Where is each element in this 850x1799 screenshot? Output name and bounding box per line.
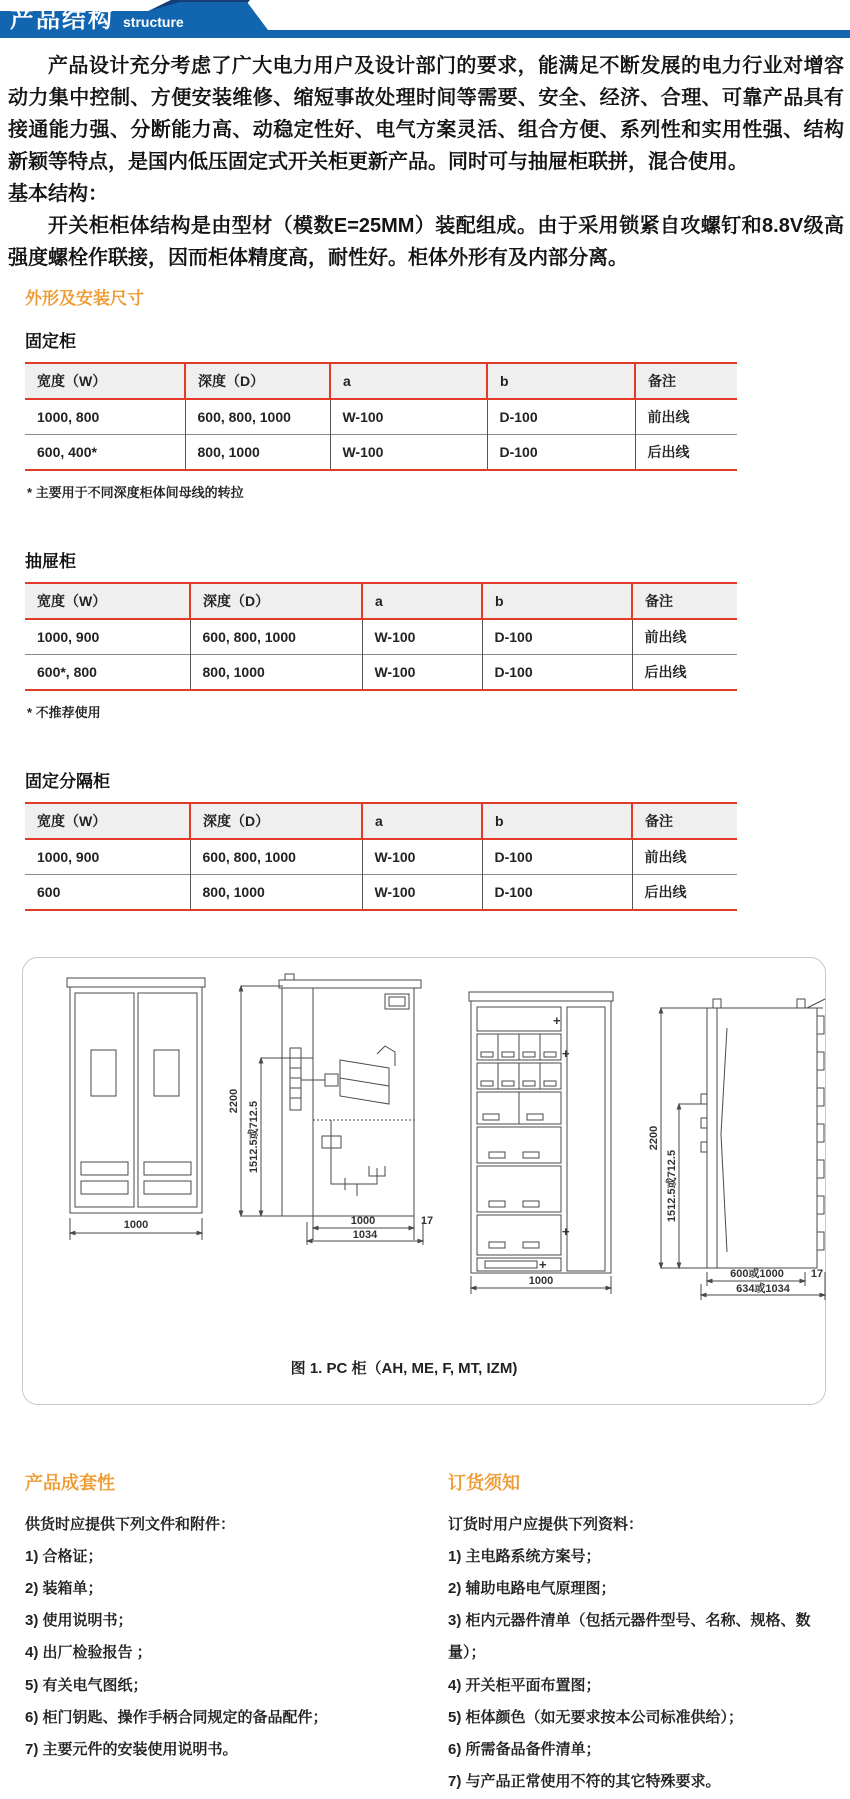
table-row <box>25 435 737 471</box>
col-header-b: b <box>487 363 635 399</box>
col-header-a: a <box>362 583 482 619</box>
cell: 后出线 <box>632 655 737 691</box>
table-title-drawer-cabinet: 抽屉柜 <box>25 552 76 571</box>
table-row <box>25 399 737 435</box>
cell: D-100 <box>482 619 632 655</box>
ordering-list <box>448 1541 846 1799</box>
cell: 600 <box>25 875 190 911</box>
cell: 前出线 <box>632 619 737 655</box>
figure-drawings <box>23 958 825 1298</box>
cell: 600, 400* <box>25 435 185 471</box>
bottom-section <box>25 1469 850 1799</box>
list-item: 3) 使用说明书； <box>25 1612 133 1629</box>
cell: 1000, 900 <box>37 629 100 645</box>
cell: 后出线 <box>632 875 737 911</box>
table-title-fixed-partition-cabinet: 固定分隔柜 <box>25 772 110 791</box>
table-title-fixed-cabinet: 固定柜 <box>25 332 76 351</box>
list-item: 4) 出厂检验报告 ； <box>25 1644 152 1662</box>
completeness-intro: 供货时应提供下列文件和附件： <box>25 1516 236 1533</box>
dim-side-offset: 17 <box>420 1215 434 1227</box>
cabinet-front-view-drawing <box>61 970 213 1248</box>
cell: D-100 <box>482 875 632 911</box>
list-item: 1) 主电路系统方案号； <box>448 1547 601 1565</box>
cabinet-side-section-drawing <box>227 970 435 1248</box>
table-header-row <box>25 803 737 839</box>
cell: D-100 <box>482 655 632 691</box>
dim-side2-overall-width: 634或1034 <box>736 1283 790 1295</box>
list-item: 1) 合格证； <box>25 1547 103 1565</box>
intro-paragraph-2: 开关柜柜体结构是由型材（模数E=25MM）装配组成。由于采用锁紧自攻螺钉和8.8V级高强度螺栓作联接，因而柜体精度高，耐性好。柜体外形有及内部分离。 <box>8 215 844 269</box>
cell: W-100 <box>362 619 482 655</box>
page-title: 产品结构 <box>10 6 114 33</box>
plus-mark: + <box>562 1224 570 1239</box>
col-header-depth: 深度（D） <box>190 803 362 839</box>
cell: 800, 1000 <box>190 875 362 911</box>
section-heading-dimensions: 外形及安装尺寸 <box>25 289 144 308</box>
section-heading-completeness: 产品成套性 <box>25 1473 115 1493</box>
col-header-a: a <box>330 363 487 399</box>
basic-structure-label: 基本结构： <box>8 183 108 205</box>
cell: 800, 1000 <box>190 655 362 691</box>
intro-section <box>0 38 850 274</box>
dim-front-width: 1000 <box>123 1219 149 1231</box>
table-footnote: * 不推荐使用 <box>27 705 101 720</box>
col-header-b: b <box>482 583 632 619</box>
completeness-list <box>25 1541 423 1767</box>
page-subtitle: structure <box>123 14 184 30</box>
cabinet-side-view-drawing <box>647 984 839 1298</box>
product-completeness-column <box>25 1469 423 1799</box>
dimensions-section <box>25 284 850 911</box>
figure-box <box>22 957 826 1405</box>
dim-side-overall-width: 1034 <box>352 1229 378 1241</box>
list-item: 4) 开关柜平面布置图； <box>448 1676 601 1694</box>
col-header-note: 备注 <box>632 583 737 619</box>
section-heading-ordering: 订货须知 <box>448 1473 520 1493</box>
header-banner <box>0 0 850 38</box>
cell: 后出线 <box>635 435 737 471</box>
list-item: 6) 柜门钥匙、操作手柄合同规定的备品配件； <box>25 1708 328 1726</box>
spec-table-fixed-partition-cabinet <box>25 802 737 911</box>
drawer-cabinet-front-drawing <box>461 984 623 1298</box>
cell: 前出线 <box>635 399 737 435</box>
list-item: 2) 辅助电路电气原理图； <box>448 1579 616 1597</box>
cell: 600, 800, 1000 <box>185 399 330 435</box>
table-row <box>25 655 737 691</box>
dim-side2-width: 600或1000 <box>730 1268 784 1280</box>
spec-table-fixed-cabinet <box>25 362 737 471</box>
col-header-width: 宽度（W） <box>25 363 185 399</box>
col-header-depth: 深度（D） <box>185 363 330 399</box>
list-item: 5) 有关电气图纸； <box>25 1676 148 1694</box>
figure-caption: 图 1. PC 柜（AH, ME, F, MT, IZM) <box>290 1360 518 1377</box>
table-row <box>25 875 737 911</box>
cell: W-100 <box>362 875 482 911</box>
table-header-row <box>25 363 737 399</box>
dim-side-width: 1000 <box>350 1215 376 1227</box>
dim-side2-height: 2200 <box>648 1125 660 1151</box>
list-item: 7) 主要元件的安装使用说明书。 <box>25 1741 238 1758</box>
cell: W-100 <box>362 655 482 691</box>
col-header-width: 宽度（W） <box>25 803 190 839</box>
list-item: 3) 柜内元器件清单（包括元器件型号、名称、规格、数量）； <box>448 1612 811 1662</box>
cell: 800, 1000 <box>185 435 330 471</box>
dim-side-bus-height: 1512.5或712.5 <box>248 1100 260 1174</box>
cell: W-100 <box>330 435 487 471</box>
cell: 600, 800, 1000 <box>190 619 362 655</box>
list-item: 2) 装箱单； <box>25 1579 103 1597</box>
ordering-intro: 订货时用户应提供下列资料： <box>448 1516 644 1533</box>
cell: D-100 <box>487 399 635 435</box>
ordering-notes-column <box>448 1469 846 1799</box>
cell: 600, 800, 1000 <box>190 839 362 875</box>
table-header-row <box>25 583 737 619</box>
col-header-width: 宽度（W） <box>25 583 190 619</box>
banner-text <box>10 7 184 33</box>
cell: W-100 <box>362 839 482 875</box>
table-row <box>25 619 737 655</box>
plus-mark: + <box>562 1046 570 1061</box>
dim-side2-bus-height: 1512.5或712.5 <box>666 1149 678 1223</box>
cell: 1000, 900 <box>37 849 100 865</box>
list-item: 7) 与产品正常使用不符的其它特殊要求。 <box>448 1773 721 1791</box>
col-header-note: 备注 <box>635 363 737 399</box>
cell: 1000, 800 <box>37 409 100 425</box>
cell: D-100 <box>482 839 632 875</box>
plus-mark: + <box>553 1013 561 1028</box>
cell: 前出线 <box>632 839 737 875</box>
intro-paragraph-1: 产品设计充分考虑了广大电力用户及设计部门的要求，能满足不断发展的电力行业对增容动力集中控制、方便安装维修、缩短事故处理时间等需要、安全、经济、合理、可靠产品具有接通能力强、分断能力高、动稳定性好、电气方案灵活、组合方便、系列性和实用性强、结构新颖等特点，是国内低压固定式开关柜更新产品。同时可与抽屉柜联拼，混合使用。 <box>8 55 844 173</box>
col-header-note: 备注 <box>632 803 737 839</box>
dim-side2-offset: 17 <box>810 1268 824 1280</box>
col-header-b: b <box>482 803 632 839</box>
table-row <box>25 839 737 875</box>
dim-side-height: 2200 <box>228 1088 240 1114</box>
col-header-depth: 深度（D） <box>190 583 362 619</box>
cell: D-100 <box>487 435 635 471</box>
cell: W-100 <box>330 399 487 435</box>
list-item: 6) 所需备品备件清单； <box>448 1741 601 1758</box>
spec-table-drawer-cabinet <box>25 582 737 691</box>
col-header-a: a <box>362 803 482 839</box>
plus-mark: + <box>539 1257 547 1272</box>
dim-drawer-width: 1000 <box>528 1275 554 1287</box>
list-item: 5) 柜体颜色（如无要求按本公司标准供给）； <box>448 1708 744 1726</box>
cell: 600*, 800 <box>25 655 190 691</box>
table-footnote: * 主要用于不同深度柜体间母线的转拉 <box>27 485 244 500</box>
